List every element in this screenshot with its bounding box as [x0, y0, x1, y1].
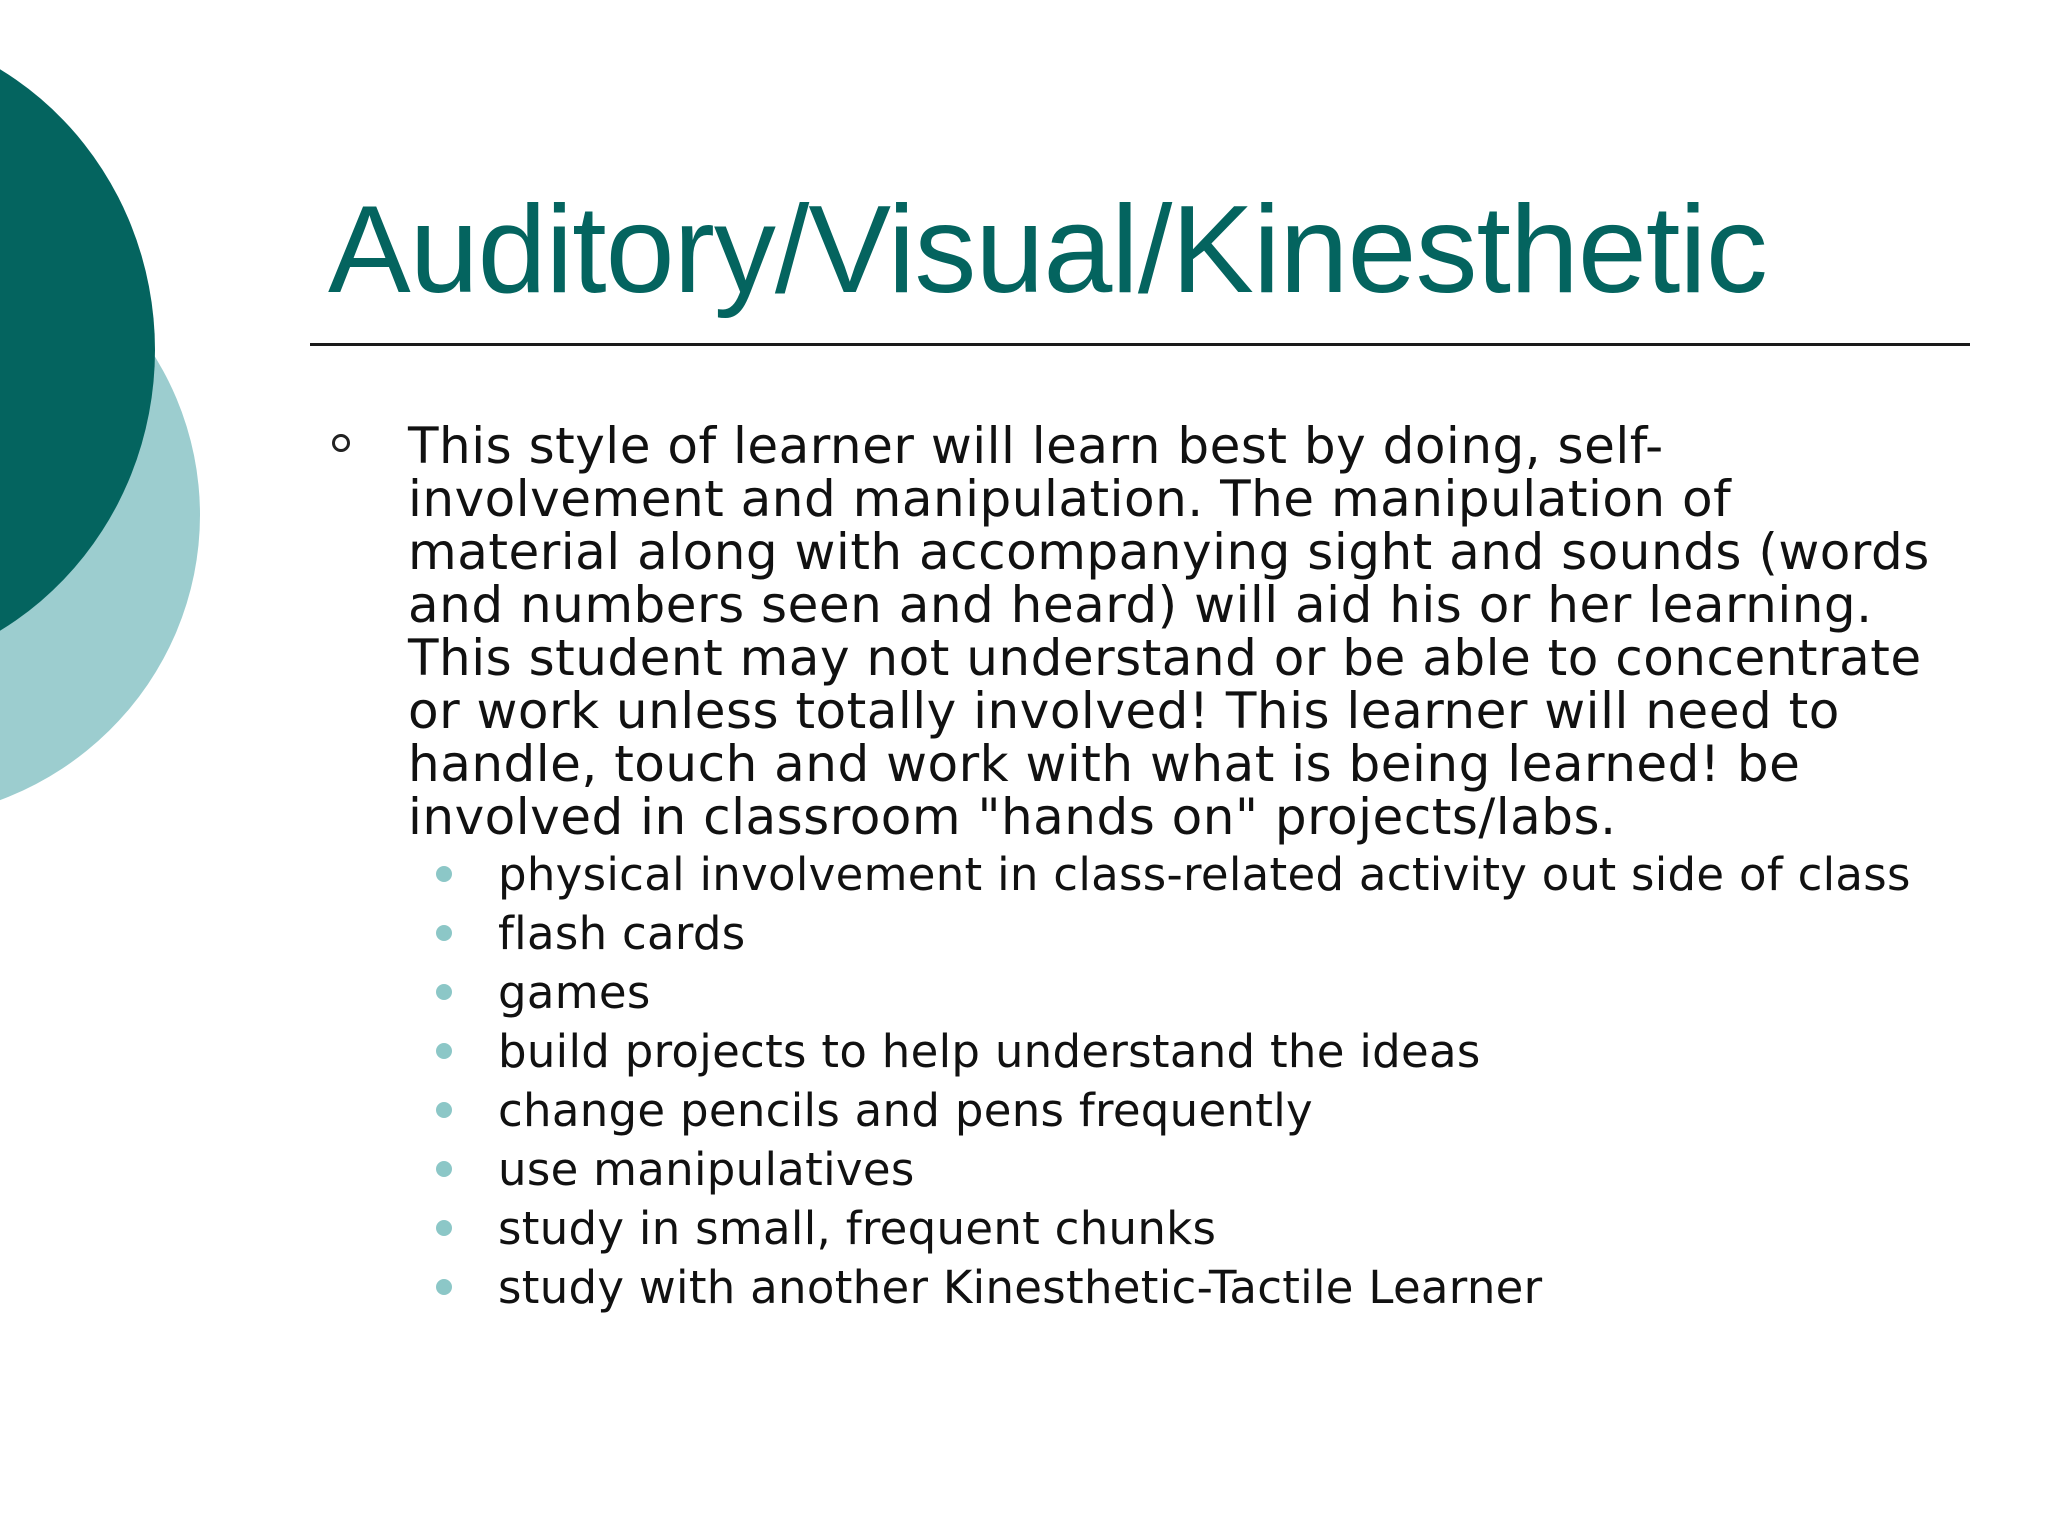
dot-bullet-icon — [436, 1220, 452, 1236]
list-item-text: use manipulatives — [498, 1143, 915, 1196]
slide-title: Auditory/Visual/Kinesthetic — [328, 181, 1767, 319]
list-item — [498, 1143, 1960, 1196]
list-item — [498, 907, 1960, 960]
list-item — [498, 1084, 1960, 1137]
list-item — [498, 1261, 1960, 1314]
list-item-text: study in small, frequent chunks — [498, 1202, 1217, 1255]
list-item-text: build projects to help understand the ideas — [498, 1025, 1481, 1078]
dot-bullet-icon — [436, 1043, 452, 1059]
list-item-text: study with another Kinesthetic-Tactile Learner — [498, 1261, 1543, 1314]
list-item-text: change pencils and pens frequently — [498, 1084, 1313, 1137]
sub-bullet-list — [330, 848, 1960, 1314]
dot-bullet-icon — [436, 1161, 452, 1177]
list-item — [498, 1025, 1960, 1078]
dot-bullet-icon — [436, 984, 452, 1000]
slide-content — [330, 417, 1960, 1324]
list-item-text: flash cards — [498, 907, 746, 960]
dot-bullet-icon — [436, 925, 452, 941]
dot-bullet-icon — [436, 1279, 452, 1295]
title-divider — [310, 343, 1970, 346]
main-bullet-text: This style of learner will learn best by doing, self-involvement and manipulation. The manipulation of material along with accompanying sight and sounds (words and numbers seen and heard) will aid his or her learning. This student may not understand or be able to concentrate or work unless totally involved! This learner will need to handle, touch and work with what is being learned! be involved in classroom "hands on" projects/labs. — [408, 417, 1930, 846]
list-item-text: games — [498, 966, 651, 1019]
list-item-text: physical involvement in class-related activity out side of class — [498, 848, 1911, 901]
ring-bullet-icon — [332, 434, 350, 452]
list-item — [498, 848, 1960, 901]
list-item — [498, 1202, 1960, 1255]
dot-bullet-icon — [436, 1102, 452, 1118]
list-item — [498, 966, 1960, 1019]
main-bullet — [330, 417, 1960, 846]
dot-bullet-icon — [436, 866, 452, 882]
